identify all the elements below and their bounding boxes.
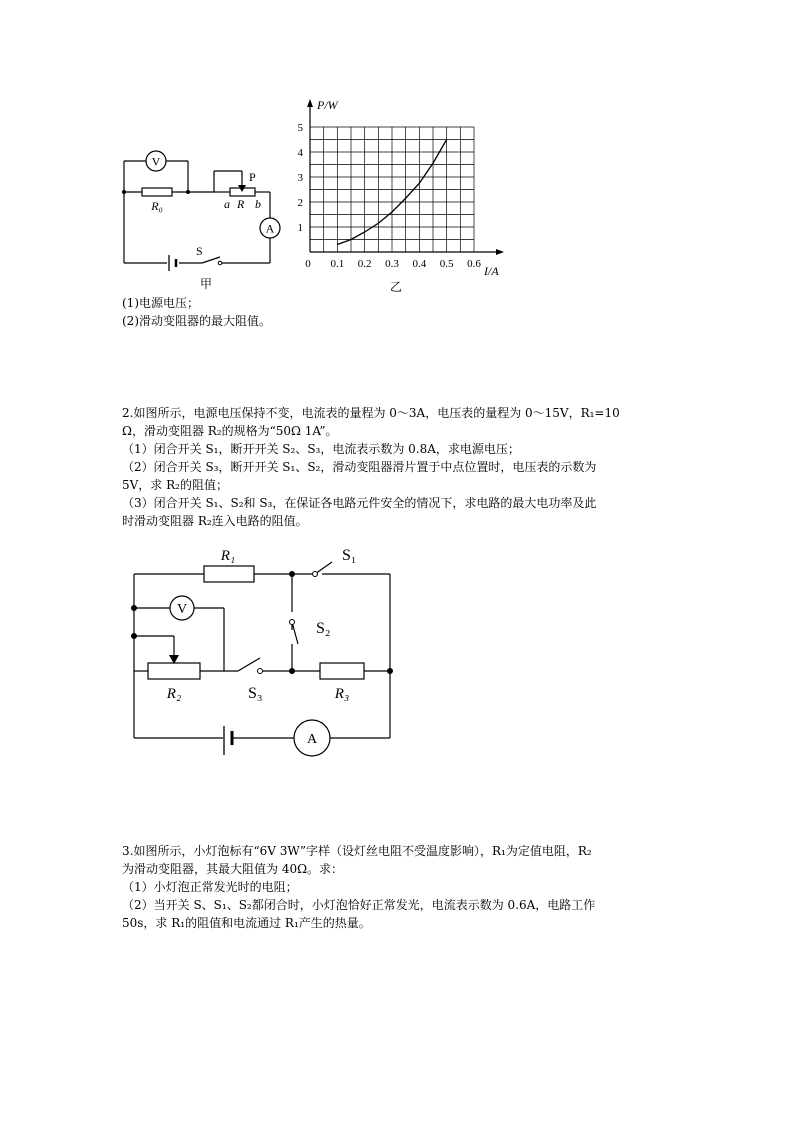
problem2-line-6: （3）闭合开关 S₁、S₂和 S₃，在保证各电路元件安全的情况下，求电路的最大电功率及此 [122, 496, 597, 510]
problem3-line-2: 为滑动变阻器，其最大阻值为 40Ω。求： [122, 862, 344, 876]
r3-resistor [320, 663, 364, 679]
chart-grid [310, 127, 474, 252]
problem2-line-7: 时滑动变阻器 R₂连入电路的阻值。 [122, 514, 308, 528]
y-tick-label: 1 [297, 222, 303, 234]
problem2-line-4: （2）闭合开关 S₃，断开开关 S₁、S₂，滑动变阻器滑片置于中点位置时，电压表的示数为 [122, 460, 597, 474]
problem3-line-4: （2）当开关 S、S₁、S₂都闭合时，小灯泡恰好正常发光，电流表示数为 0.6A，电路工作 [122, 898, 596, 912]
r1-label: R₁ [220, 548, 236, 564]
svg-text:A: A [306, 732, 318, 747]
x-tick-label: 0.4 [412, 258, 427, 270]
rheostat-r-label: R [237, 197, 245, 211]
s1-label: S₁ [342, 547, 357, 564]
problem1-question-2: (2)滑动变阻器的最大阻值。 [122, 314, 271, 328]
r1-resistor [204, 566, 254, 582]
s3-label: S₃ [248, 685, 263, 702]
y-tick-label: 2 [297, 197, 303, 209]
r0-resistor [142, 188, 172, 196]
problem2-line-3: （1）闭合开关 S₁，断开开关 S₂、S₃，电流表示数为 0.8A，求电源电压； [122, 442, 520, 456]
terminal-a-label: a [224, 197, 230, 211]
svg-text:V: V [151, 154, 161, 169]
switch-s-label: S [196, 244, 203, 258]
s2-label: S₂ [316, 620, 331, 637]
problem2-line-2: Ω，滑动变阻器 R₂的规格为“50Ω 1A”。 [122, 424, 338, 438]
y-tick-label: 4 [297, 147, 303, 159]
power-current-chart [292, 95, 512, 295]
x-tick-label: 0.3 [385, 258, 399, 270]
y-tick-label: 5 [297, 122, 303, 134]
caption-jia: 甲 [199, 277, 213, 291]
pointer-p-label: P [249, 170, 256, 184]
x-axis-label: I/A [484, 264, 499, 278]
r2-rheostat [148, 663, 200, 679]
svg-text:V: V [176, 602, 188, 617]
problem2-line-5: 5V，求 R₂的阻值； [122, 478, 228, 492]
r2-label: R₂ [166, 686, 182, 702]
x-tick-label: 0.5 [439, 258, 454, 270]
circuit-jia [110, 140, 290, 295]
r3-label: R₃ [334, 686, 350, 702]
problem3-line-3: （1）小灯泡正常发光时的电阻； [122, 880, 298, 894]
r0-label: R₀ [151, 199, 163, 213]
problem1-question-1: (1)电源电压； [122, 296, 199, 310]
x-tick-label: 0 [305, 258, 311, 270]
x-tick-label: 0.2 [357, 258, 372, 270]
caption-yi: 乙 [389, 280, 403, 294]
problem2-line-1: 2.如图所示，电源电压保持不变，电流表的量程为 0～3A，电压表的量程为 0～15V，R₁=10 [122, 406, 620, 420]
circuit-problem2 [120, 540, 410, 765]
x-axis-arrow-icon [496, 249, 504, 255]
y-axis-arrow-icon [307, 99, 313, 107]
x-tick-label: 0.1 [330, 258, 345, 270]
svg-text:A: A [265, 221, 275, 236]
chart-tick-labels [298, 122, 482, 270]
y-tick-label: 3 [297, 172, 303, 184]
problem3-line-1: 3.如图所示，小灯泡标有“6V 3W”字样（设灯丝电阻不受温度影响），R₁为定值电阻，R₂ [122, 844, 592, 858]
x-tick-label: 0.6 [467, 258, 481, 270]
y-axis-label: P/W [317, 98, 338, 112]
terminal-b-label: b [255, 197, 261, 211]
problem3-line-5: 50s，求 R₁的阻值和电流通过 R₁产生的热量。 [122, 916, 371, 930]
